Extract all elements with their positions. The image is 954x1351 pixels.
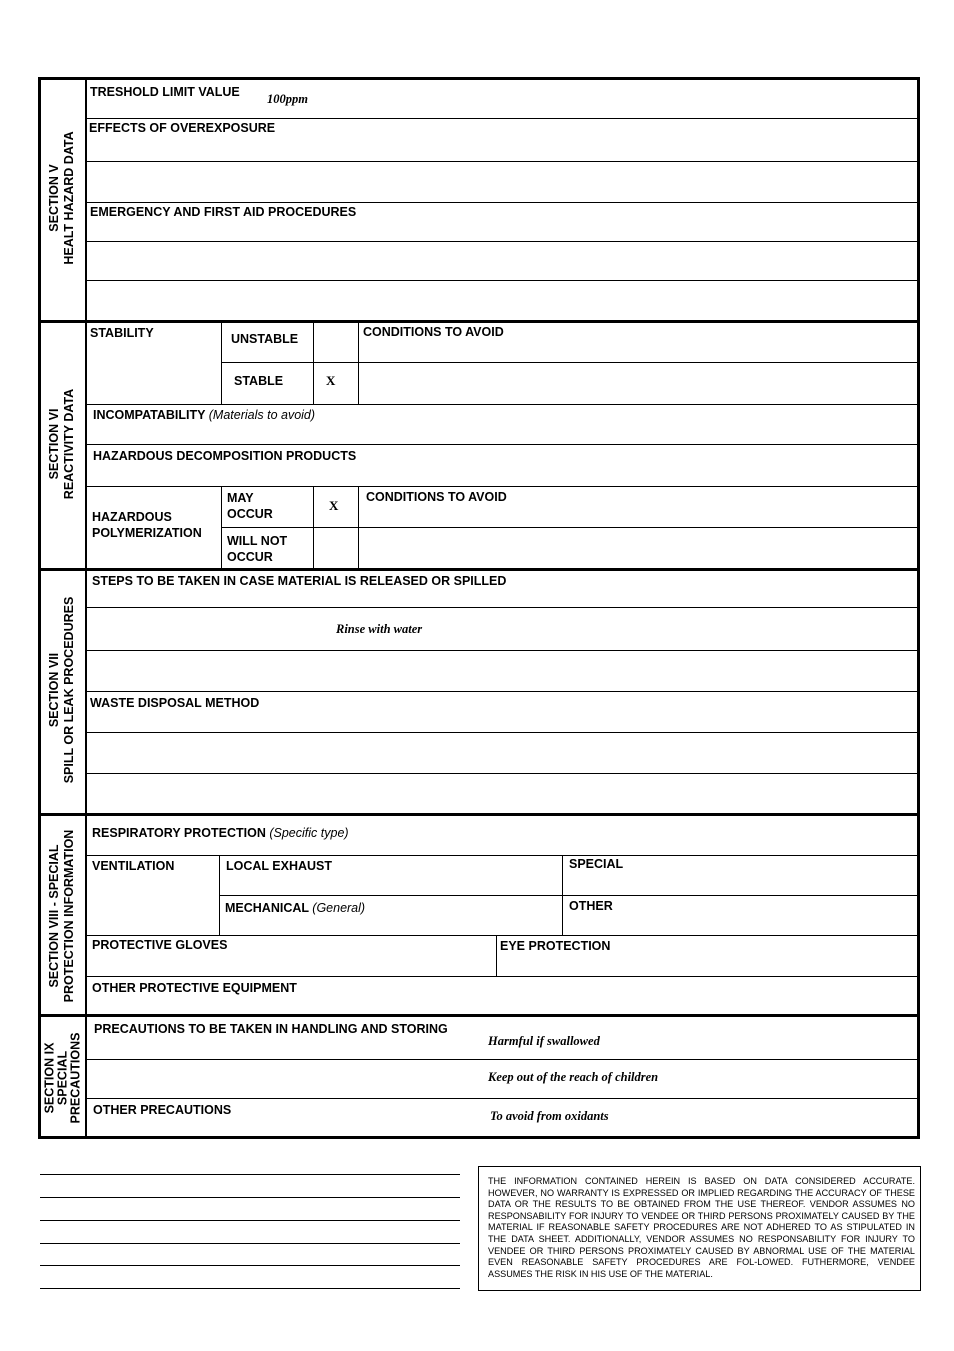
- row-divider: [86, 773, 920, 774]
- signature-line[interactable]: [40, 1220, 460, 1221]
- disclaimer-box: [478, 1166, 921, 1291]
- col-divider: [562, 856, 563, 935]
- handling-value-1[interactable]: Harmful if swallowed: [488, 1034, 600, 1048]
- waste-disposal-label: WASTE DISPOSAL METHOD: [90, 696, 260, 710]
- col-divider: [496, 936, 497, 976]
- tlv-label: TRESHOLD LIMIT VALUE: [90, 85, 240, 99]
- unstable-label: UNSTABLE: [231, 332, 299, 346]
- may-occur-check-mark[interactable]: X: [329, 498, 339, 513]
- other-equipment-label: OTHER PROTECTIVE EQUIPMENT: [92, 981, 297, 995]
- other-precautions-label: OTHER PRECAUTIONS: [93, 1103, 232, 1117]
- section-divider: [39, 1014, 920, 1017]
- section-vii-line1: SECTION VII: [47, 652, 61, 728]
- section-ix-line2: SPECIAL: [55, 1050, 70, 1106]
- row-divider: [86, 202, 920, 203]
- section-v-line1: SECTION V: [47, 164, 61, 232]
- section-ix-line1: SECTION IX: [42, 1042, 57, 1114]
- section-v-title: [47, 131, 77, 264]
- will-not-occur-line2: OCCUR: [227, 550, 273, 564]
- will-not-occur-line1: WILL NOT: [227, 534, 288, 548]
- row-divider: [86, 118, 920, 119]
- other-precautions-value[interactable]: To avoid from oxidants: [490, 1109, 609, 1123]
- section-divider: [39, 320, 920, 323]
- mechanical-note: (General): [312, 901, 366, 915]
- col-divider: [219, 856, 220, 935]
- mechanical-text: MECHANICAL: [225, 901, 309, 915]
- incompatability-label: [93, 407, 315, 423]
- row-divider: [86, 444, 920, 445]
- protective-gloves-label: PROTECTIVE GLOVES: [92, 938, 228, 952]
- polymer-conditions-label: CONDITIONS TO AVOID: [366, 490, 507, 504]
- tlv-value[interactable]: 100ppm: [267, 92, 308, 106]
- special-label: SPECIAL: [569, 857, 624, 871]
- polymerization-label: [92, 509, 202, 541]
- row-divider: [86, 855, 920, 856]
- section-vii-line2: SPILL OR LEAK PROCEDURES: [62, 596, 76, 784]
- section-vi-line1: SECTION VI: [47, 408, 61, 480]
- row-divider: [86, 1098, 920, 1099]
- may-occur-label: [227, 490, 273, 522]
- row-divider: [86, 404, 920, 405]
- will-not-occur-label: [227, 533, 287, 565]
- row-divider: [219, 895, 920, 896]
- respiratory-note: (Specific type): [269, 826, 349, 840]
- may-occur-line2: OCCUR: [227, 507, 273, 521]
- handling-value-2[interactable]: Keep out of the reach of children: [488, 1070, 659, 1084]
- row-divider: [86, 732, 920, 733]
- section-ix-line3: PRECAUTIONS: [68, 1032, 83, 1124]
- section-ix-title: [44, 1033, 83, 1124]
- row-divider: [86, 935, 920, 936]
- eye-protection-label: EYE PROTECTION: [500, 939, 611, 953]
- section-viii-title: [47, 830, 77, 1003]
- signature-line[interactable]: [40, 1265, 460, 1266]
- row-divider: [86, 607, 920, 608]
- ventilation-label: VENTILATION: [92, 859, 175, 873]
- col-divider: [358, 322, 359, 404]
- section-divider: [39, 568, 920, 571]
- section-vi-title: [47, 389, 77, 499]
- may-occur-line1: MAY: [227, 491, 254, 505]
- row-divider: [86, 1059, 920, 1060]
- col-divider: [221, 487, 222, 568]
- disclaimer-text: THE INFORMATION CONTAINED HEREIN IS BASED ON DATA CONSIDERED ACCURATE. HOWEVER, NO WARRANTY IS EXPRESSED OR IMPLIED REGARDING THE ACCURACY OF THESE DATA OR THE RESULTS TO BE OBTAINED FROM THE USE THEREOF. VENDOR ASSUMES NO RESPONSABILITY FOR INJURY TO VENDEE OR THIRD PERSONS PROXIMATELY CAUSED BY THE MATERIAL IF REASONABLE SAFETY PROCEDURES ARE NOT ADHERED TO AS STIPULATED IN THE DATA SHEET. ADDITIONALLY, VENDOR ASSUMES NO RESPONSABILITY FOR INJURY TO VENDEE OR THIRD PERSONS PROXIMATELY CAUSED BY ABNORMAL USE OF THE MATERIAL EVEN REASONABLE SAFETY PROCEDURES ARE FOL-LOWED. FUTHERMORE, VENDEE ASSUMES THE RISK IN HIS USE OF THE MATERIAL.: [488, 1176, 915, 1279]
- col-divider: [221, 322, 222, 404]
- local-exhaust-label: LOCAL EXHAUST: [226, 859, 333, 873]
- row-divider: [221, 527, 920, 528]
- stable-label: STABLE: [234, 374, 284, 388]
- stable-check-mark[interactable]: X: [326, 373, 336, 388]
- row-divider: [86, 691, 920, 692]
- row-divider: [86, 280, 920, 281]
- emergency-label: EMERGENCY AND FIRST AID PROCEDURES: [90, 205, 357, 219]
- section-vi-line2: REACTIVITY DATA: [62, 388, 76, 500]
- col-divider: [313, 322, 314, 404]
- col-divider: [313, 487, 314, 568]
- row-divider: [86, 486, 920, 487]
- polymerization-line1: HAZARDOUS: [92, 510, 172, 524]
- section-v-line2: HEALT HAZARD DATA: [62, 131, 76, 265]
- row-divider: [86, 650, 920, 651]
- spill-steps-value[interactable]: Rinse with water: [336, 622, 423, 636]
- incompatability-note: (Materials to avoid): [208, 408, 316, 422]
- col-divider: [358, 487, 359, 568]
- row-divider: [86, 161, 920, 162]
- mechanical-label: [225, 900, 365, 916]
- section-viii-line2: PROTECTION INFORMATION: [62, 829, 76, 1003]
- conditions-to-avoid-label: CONDITIONS TO AVOID: [363, 325, 504, 339]
- respiratory-text: RESPIRATORY PROTECTION: [92, 826, 266, 840]
- decomposition-label: HAZARDOUS DECOMPOSITION PRODUCTS: [93, 449, 357, 463]
- incompatability-text: INCOMPATABILITY: [93, 408, 206, 422]
- section-divider: [39, 813, 920, 816]
- signature-line[interactable]: [40, 1243, 460, 1244]
- respiratory-label: [92, 825, 349, 841]
- section-viii-line1: SECTION VIII - SPECIAL: [47, 844, 61, 988]
- polymerization-line2: POLYMERIZATION: [92, 526, 202, 540]
- spill-steps-label: STEPS TO BE TAKEN IN CASE MATERIAL IS RELEASED OR SPILLED: [92, 574, 507, 588]
- section-column-divider: [85, 79, 87, 1138]
- row-divider: [86, 241, 920, 242]
- row-divider: [221, 362, 920, 363]
- effects-label: EFFECTS OF OVEREXPOSURE: [89, 121, 276, 135]
- section-vii-title: [47, 597, 77, 784]
- row-divider: [86, 976, 920, 977]
- signature-line[interactable]: [40, 1288, 460, 1289]
- signature-line[interactable]: [40, 1174, 460, 1175]
- signature-line[interactable]: [40, 1197, 460, 1198]
- handling-label: PRECAUTIONS TO BE TAKEN IN HANDLING AND STORING: [94, 1022, 448, 1036]
- other-ventilation-label: OTHER: [569, 899, 613, 913]
- stability-label: STABILITY: [90, 326, 154, 340]
